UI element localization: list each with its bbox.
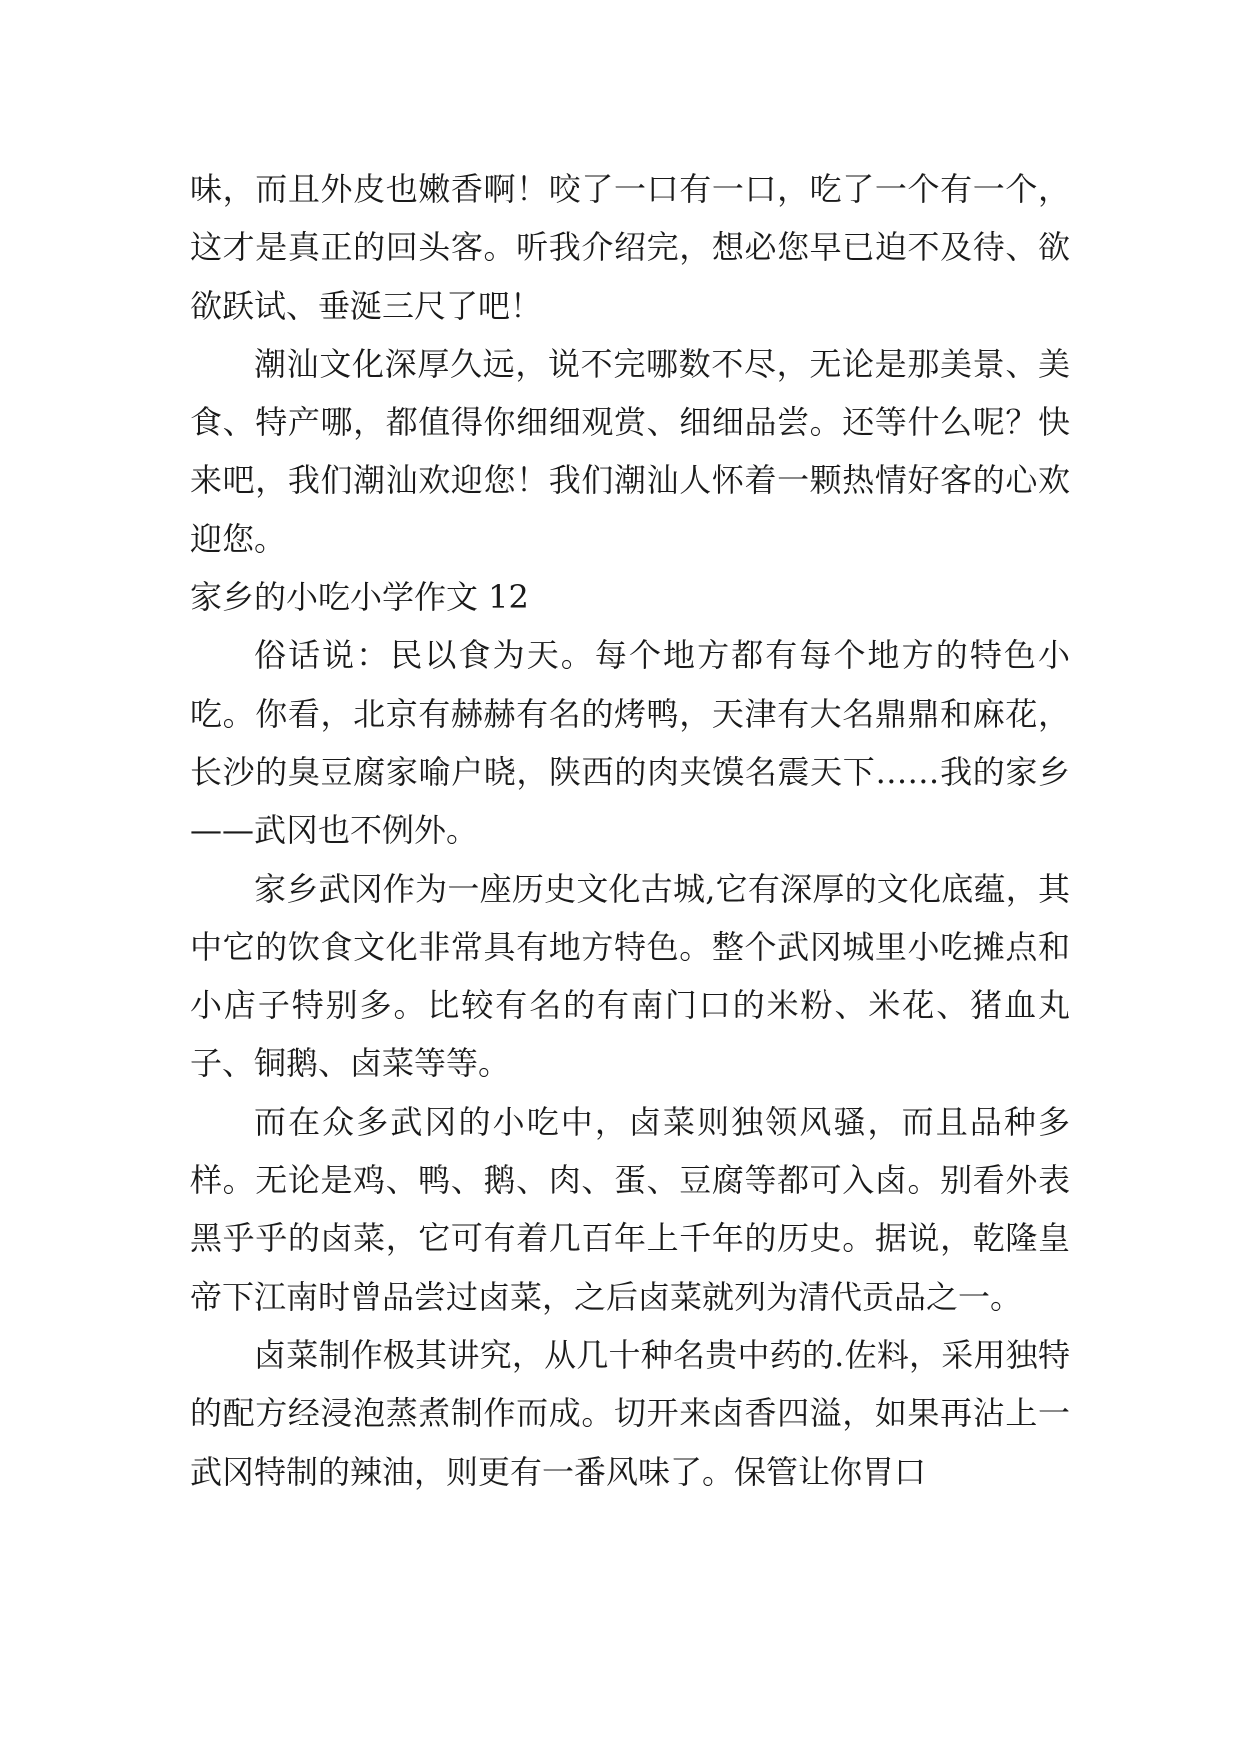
paragraph-braised-food: 而在众多武冈的小吃中，卤菜则独领风骚，而且品种多样。无论是鸡、鸭、鹅、肉、蛋、豆腐等都可入卤。别看外表黑乎乎的卤菜，它可有着几百年上千年的历史。据说，乾隆皇帝下江南时曾品尝过卤菜，之后卤菜就列为清代贡品之一。 bbox=[190, 1102, 1070, 1316]
paragraph-continued: 味，而且外皮也嫩香啊！咬了一口有一口，吃了一个有一个，这才是真正的回头客。听我介绍完，想必您早已迫不及待、欲欲跃试、垂涎三尺了吧！ bbox=[190, 170, 1070, 325]
section-title: 家乡的小吃小学作文 12 bbox=[190, 578, 529, 617]
paragraph-braised-recipe: 卤菜制作极其讲究，从几十种名贵中药的.佐料，采用独特的配方经浸泡蒸煮制作而成。切开来卤香四溢，如果再沾上一武冈特制的辣油，则更有一番风味了。保管让你胃口 bbox=[190, 1335, 1070, 1491]
paragraph-wugang-culture: 家乡武冈作为一座历史文化古城,它有深厚的文化底蕴，其中它的饮食文化非常具有地方特色。整个武冈城里小吃摊点和小店子特别多。比较有名的有南门口的米粉、米花、猪血丸子、铜鹅、卤菜等等。 bbox=[190, 869, 1070, 1083]
document-body bbox=[190, 160, 1070, 1501]
paragraph-proverb: 俗话说：民以食为天。每个地方都有每个地方的特色小吃。你看，北京有赫赫有名的烤鸭，天津有大名鼎鼎和麻花，长沙的臭豆腐家喻户晓，陕西的肉夹馍名震天下……我的家乡——武冈也不例外。 bbox=[190, 636, 1070, 850]
paragraph-chaoshan-welcome: 潮汕文化深厚久远，说不完哪数不尽，无论是那美景、美食、特产哪，都值得你细细观赏、细细品尝。还等什么呢？快来吧，我们潮汕欢迎您！我们潮汕人怀着一颗热情好客的心欢迎您。 bbox=[190, 344, 1070, 558]
